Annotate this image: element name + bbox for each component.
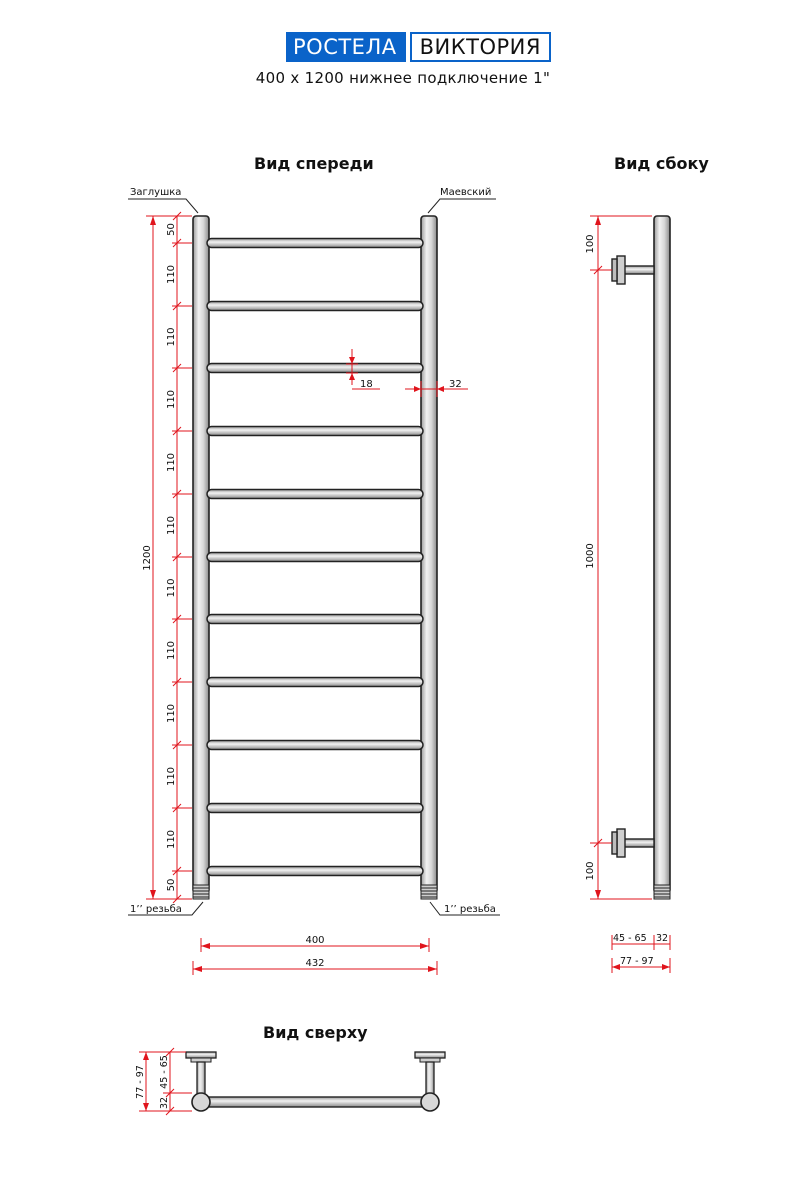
product-subtitle: 400 x 1200 нижнее подключение 1" <box>255 69 551 87</box>
side-vertical-dimensions <box>590 216 652 899</box>
side-total-depth-label: 77 - 97 <box>620 956 654 967</box>
segment-label: 110 <box>166 703 177 724</box>
rung <box>207 615 423 624</box>
overall-width-label: 432 <box>305 958 325 969</box>
segment-label: 110 <box>166 327 177 347</box>
top-view <box>135 1048 445 1115</box>
center-distance-label: 400 <box>305 935 325 946</box>
right-thread <box>421 885 437 899</box>
brand-name: РОСТЕЛА <box>286 32 406 62</box>
left-pipe <box>193 216 209 893</box>
rung <box>207 239 423 248</box>
left-thread <box>193 885 209 899</box>
side-pipe-label: 32 <box>656 933 669 944</box>
rungs <box>207 239 423 876</box>
rung <box>207 302 423 311</box>
rung <box>207 741 423 750</box>
side-wall-gap-label: 45 - 65 <box>613 933 647 944</box>
plug-leader <box>128 199 198 213</box>
plug-label: Заглушка <box>130 187 182 198</box>
right-pipe <box>421 216 437 893</box>
segment-dimensions <box>166 212 192 903</box>
top-view-right-plate <box>415 1052 445 1058</box>
segment-label: 50 <box>166 878 177 892</box>
segment-label: 110 <box>166 264 177 285</box>
top-view-right-bracket <box>426 1062 434 1094</box>
top-wall-bracket <box>612 256 654 284</box>
bottom-wall-bracket <box>612 829 654 857</box>
rung <box>207 867 423 876</box>
thread-right-label: 1’’ резьба <box>444 904 496 915</box>
rung <box>207 804 423 813</box>
segment-label: 110 <box>166 515 177 536</box>
top-view-total-depth-label: 77 - 97 <box>135 1065 146 1099</box>
segment-label: 110 <box>166 452 177 473</box>
top-view-left-plate <box>186 1052 216 1058</box>
side-top-offset-label: 100 <box>585 234 596 254</box>
thread-left-label: 1’’ резьба <box>130 904 182 915</box>
segment-label: 110 <box>166 766 177 787</box>
side-view <box>585 216 670 973</box>
top-view-right-pipe <box>421 1093 439 1111</box>
rung-diameter-label: 18 <box>360 379 373 390</box>
top-view-title: Вид сверху <box>263 1023 368 1042</box>
segment-label: 110 <box>166 640 177 661</box>
front-view-title: Вид спереди <box>254 154 374 173</box>
segment-label: 110 <box>166 829 177 850</box>
top-view-rung <box>201 1097 430 1107</box>
rung <box>207 490 423 499</box>
mayevsky-label: Маевский <box>440 187 492 198</box>
top-view-wall-gap-label: 45 - 65 <box>159 1055 170 1089</box>
segment-label: 50 <box>166 223 177 236</box>
top-view-pipe-label: 32 <box>159 1096 170 1110</box>
rung <box>207 364 423 373</box>
side-view-title: Вид сбоку <box>614 154 709 173</box>
top-view-left-pipe <box>192 1093 210 1111</box>
top-view-left-bracket <box>197 1062 205 1094</box>
side-pipe <box>654 216 670 893</box>
side-bottom-offset-label: 100 <box>585 861 596 881</box>
rung <box>207 553 423 562</box>
total-height-label: 1200 <box>142 545 153 571</box>
pipe-diameter-label: 32 <box>449 379 462 390</box>
side-mount-distance-label: 1000 <box>585 543 596 569</box>
side-thread <box>654 885 670 899</box>
rung <box>207 427 423 436</box>
front-view <box>128 187 500 975</box>
rung <box>207 678 423 687</box>
model-name: ВИКТОРИЯ <box>410 32 551 62</box>
segment-label: 110 <box>166 389 177 410</box>
mayevsky-leader <box>428 199 496 213</box>
segment-label: 110 <box>166 578 177 598</box>
